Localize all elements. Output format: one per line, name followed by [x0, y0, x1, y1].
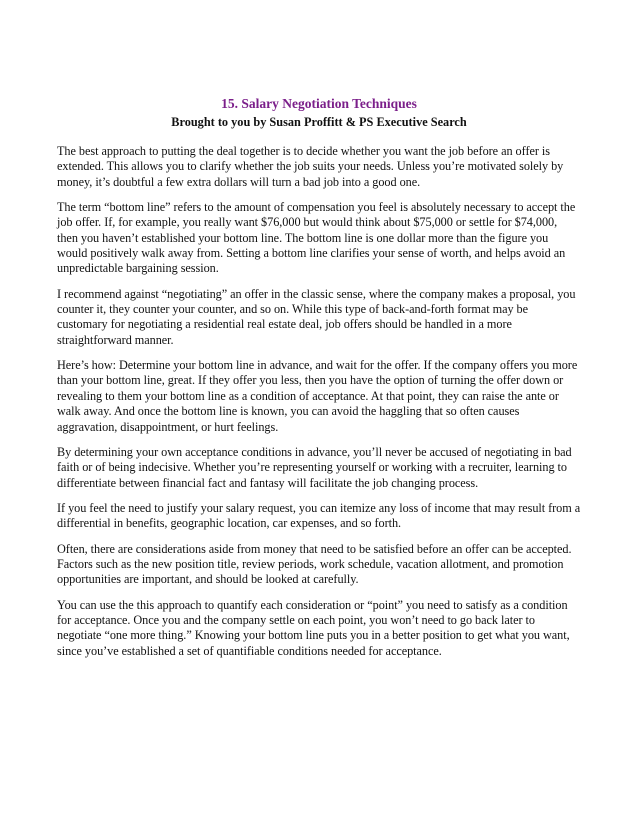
- paragraph-5: By determining your own acceptance conditions in advance, you’ll never be accused of negotiating in bad faith or of being indecisive. Whether you’re representing yourself or working with a recruiter, learning to differentiate between financial fact and fantasy will facilitate the job changing process.: [57, 444, 572, 490]
- paragraph-7: Often, there are considerations aside from money that need to be satisfied before an offer can be accepted. Factors such as the new position title, review periods, work schedule, vacation allotment, and promotion opportunities are important, and should be looked at carefully.: [57, 541, 572, 587]
- document-subtitle: Brought to you by Susan Proffitt & PS Executive Search: [171, 115, 467, 129]
- paragraph-1: The best approach to putting the deal together is to decide whether you want the job before an offer is extended. This allows you to clarify whether the job suits your needs. Unless you’re motivated solely by money, it’s doubtful a few extra dollars will turn a bad job into a good one.: [57, 144, 564, 189]
- body-text: [57, 144, 581, 659]
- paragraph-3: I recommend against “negotiating” an offer in the classic sense, where the company makes a proposal, you counter it, they counter your counter, and so on. While this type of back-and-forth format may be customary for negotiating a residential real estate deal, job offers should be handled in a more straightforward manner.: [57, 286, 576, 347]
- paragraph-2: The term “bottom line” refers to the amount of compensation you feel is absolutely necessary to accept the job offer. If, for example, you really want $76,000 but would think about $75,000 or settle for $74,000, then you haven’t established your bottom line. The bottom line is one dollar more than the figure you would positively walk away from. Setting a bottom line clarifies your sense of worth, and helps avoid an unpredictable bargaining session.: [57, 200, 576, 276]
- document-content: [57, 96, 581, 669]
- paragraph-6: If you feel the need to justify your salary request, you can itemize any loss of income that may result from a differential in benefits, geographic location, car expenses, and so forth.: [57, 500, 581, 531]
- document-title: 15. Salary Negotiation Techniques: [221, 96, 417, 111]
- paragraph-4: Here’s how: Determine your bottom line in advance, and wait for the offer. If the company offers you more than your bottom line, great. If they offer you less, then you have the option of turning the offer down or revealing to them your bottom line as a condition of acceptance. At that point, they can raise the ante or walk away. And once the bottom line is known, you can avoid the haggling that so often causes aggravation, disappointment, or hurt feelings.: [57, 358, 578, 434]
- paragraph-8: You can use the this approach to quantify each consideration or “point” you need to satisfy as a condition for acceptance. Once you and the company settle on each point, you won’t need to go back later to negotiate “one more thing.” Knowing your bottom line puts you in a better position to get what you want, since you’ve established a set of quantifiable conditions needed for acceptance.: [57, 597, 570, 658]
